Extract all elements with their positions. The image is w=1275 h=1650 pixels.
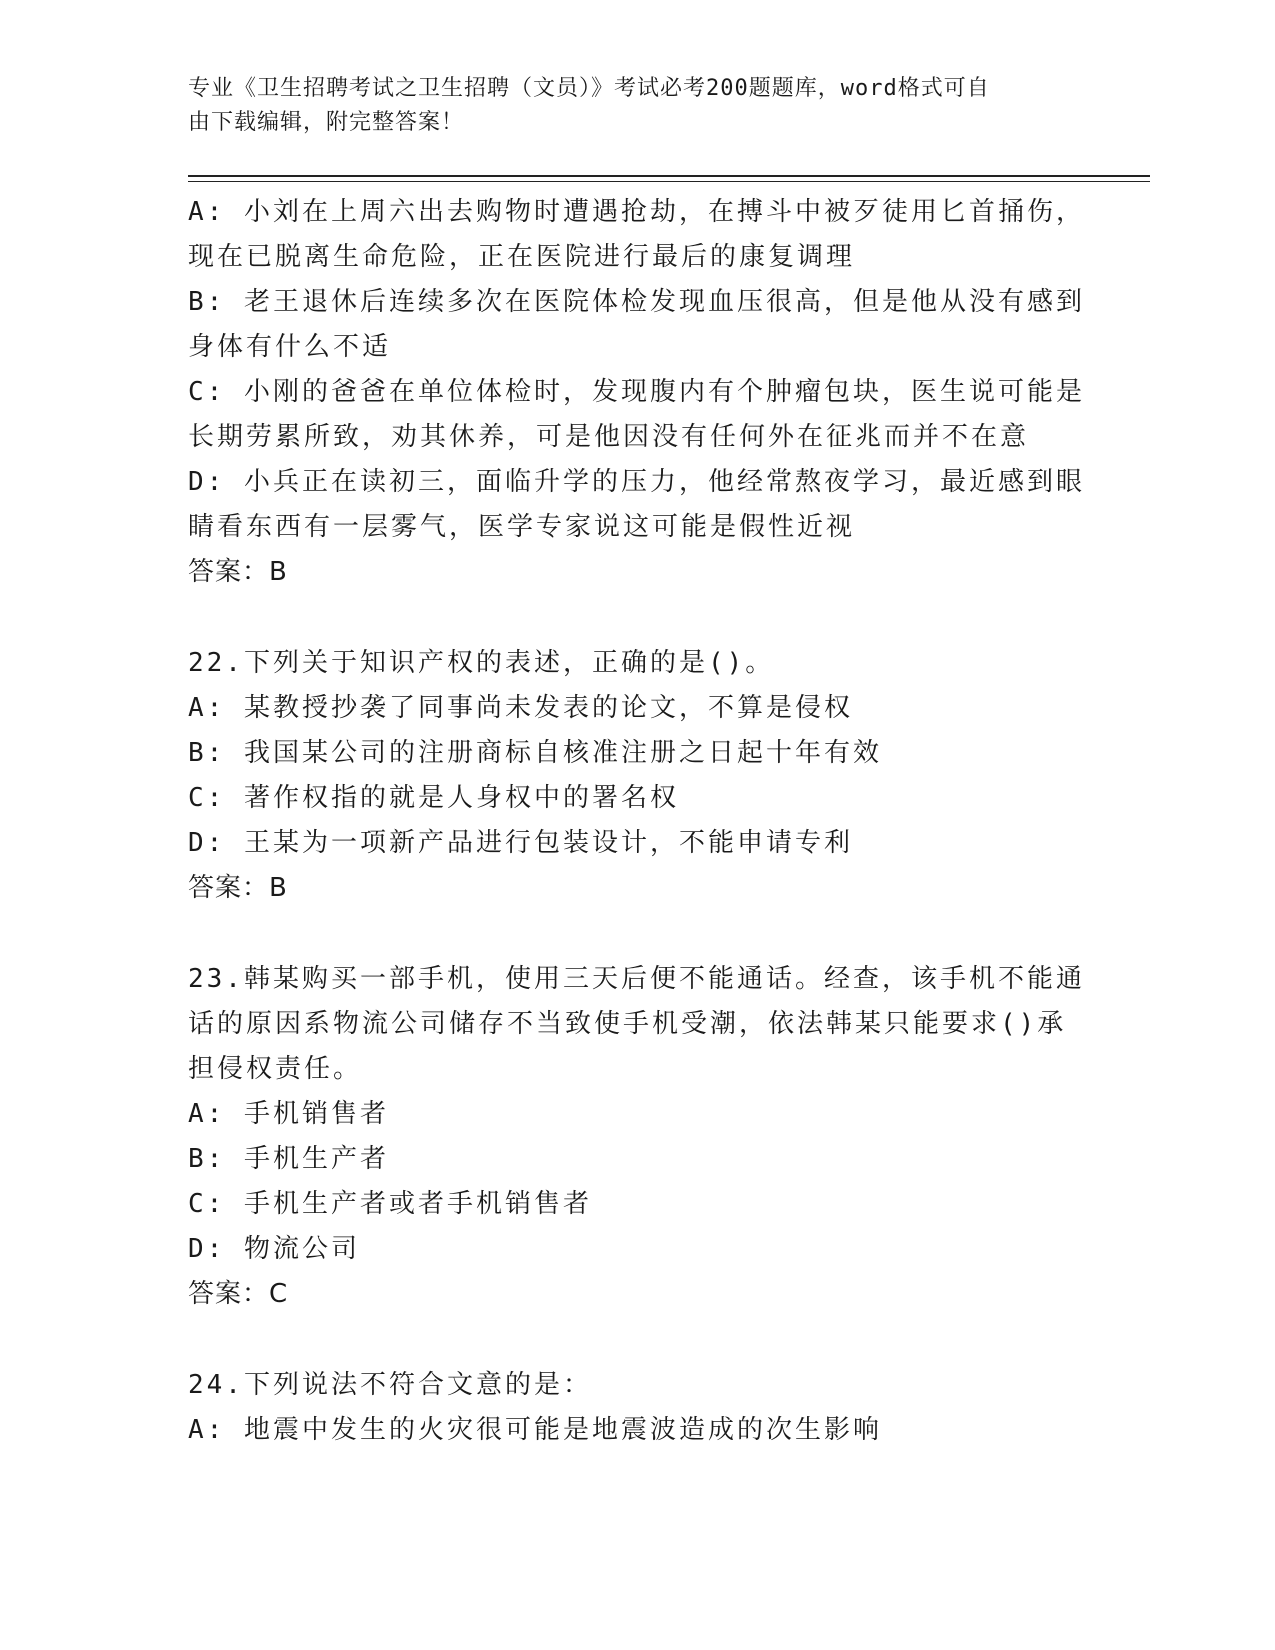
question-21 bbox=[188, 190, 1088, 595]
header-divider-thin bbox=[188, 181, 1150, 182]
q21-answer: 答案：B bbox=[188, 557, 288, 587]
spacer bbox=[188, 595, 1088, 641]
document-body bbox=[188, 190, 1088, 1453]
q21-option-c-line-1: C: 小刚的爸爸在单位体检时，发现腹内有个肿瘤包块，医生说可能是 bbox=[188, 377, 1085, 407]
document-header bbox=[188, 72, 1068, 140]
q23-answer: 答案：C bbox=[188, 1279, 289, 1309]
header-line-2: 由下载编辑，附完整答案！ bbox=[188, 110, 465, 135]
q23-question-line-3: 担侵权责任。 bbox=[188, 1054, 363, 1084]
question-24 bbox=[188, 1363, 1088, 1453]
header-line-1: 专业《卫生招聘考试之卫生招聘（文员）》考试必考200题题库，word格式可自 bbox=[188, 76, 990, 101]
q24-option-a: A: 地震中发生的火灾很可能是地震波造成的次生影响 bbox=[188, 1415, 882, 1445]
q21-option-a-line-2: 现在已脱离生命危险，正在医院进行最后的康复调理 bbox=[188, 242, 856, 272]
spacer bbox=[188, 911, 1088, 957]
q23-option-b: B: 手机生产者 bbox=[188, 1144, 389, 1174]
q23-option-a: A: 手机销售者 bbox=[188, 1099, 389, 1129]
question-23 bbox=[188, 957, 1088, 1317]
q22-option-d: D: 王某为一项新产品进行包装设计，不能申请专利 bbox=[188, 828, 853, 858]
q22-option-c: C: 著作权指的就是人身权中的署名权 bbox=[188, 783, 679, 813]
q21-option-c-line-2: 长期劳累所致，劝其休养，可是他因没有任何外在征兆而并不在意 bbox=[188, 422, 1030, 452]
q23-question-line-1: 23.韩某购买一部手机，使用三天后便不能通话。经查，该手机不能通 bbox=[188, 964, 1085, 994]
spacer bbox=[188, 1317, 1088, 1363]
header-divider-thick bbox=[188, 175, 1150, 177]
q22-option-a: A: 某教授抄袭了同事尚未发表的论文，不算是侵权 bbox=[188, 693, 853, 723]
q23-question-line-2: 话的原因系物流公司储存不当致使手机受潮，依法韩某只能要求()承 bbox=[188, 1009, 1067, 1039]
q21-option-a-line-1: A: 小刘在上周六出去购物时遭遇抢劫，在搏斗中被歹徒用匕首捅伤， bbox=[188, 197, 1085, 227]
q22-option-b: B: 我国某公司的注册商标自核准注册之日起十年有效 bbox=[188, 738, 882, 768]
q21-option-b-line-1: B: 老王退休后连续多次在医院体检发现血压很高，但是他从没有感到 bbox=[188, 287, 1085, 317]
q23-option-c: C: 手机生产者或者手机销售者 bbox=[188, 1189, 592, 1219]
q22-answer: 答案：B bbox=[188, 873, 288, 903]
q24-question-line-1: 24.下列说法不符合文意的是： bbox=[188, 1370, 592, 1400]
q22-question-line-1: 22.下列关于知识产权的表述，正确的是()。 bbox=[188, 648, 775, 678]
question-22 bbox=[188, 641, 1088, 911]
q23-option-d: D: 物流公司 bbox=[188, 1234, 360, 1264]
q21-option-b-line-2: 身体有什么不适 bbox=[188, 332, 392, 362]
q21-option-d-line-1: D: 小兵正在读初三，面临升学的压力，他经常熬夜学习，最近感到眼 bbox=[188, 467, 1085, 497]
q21-option-d-line-2: 睛看东西有一层雾气，医学专家说这可能是假性近视 bbox=[188, 512, 856, 542]
